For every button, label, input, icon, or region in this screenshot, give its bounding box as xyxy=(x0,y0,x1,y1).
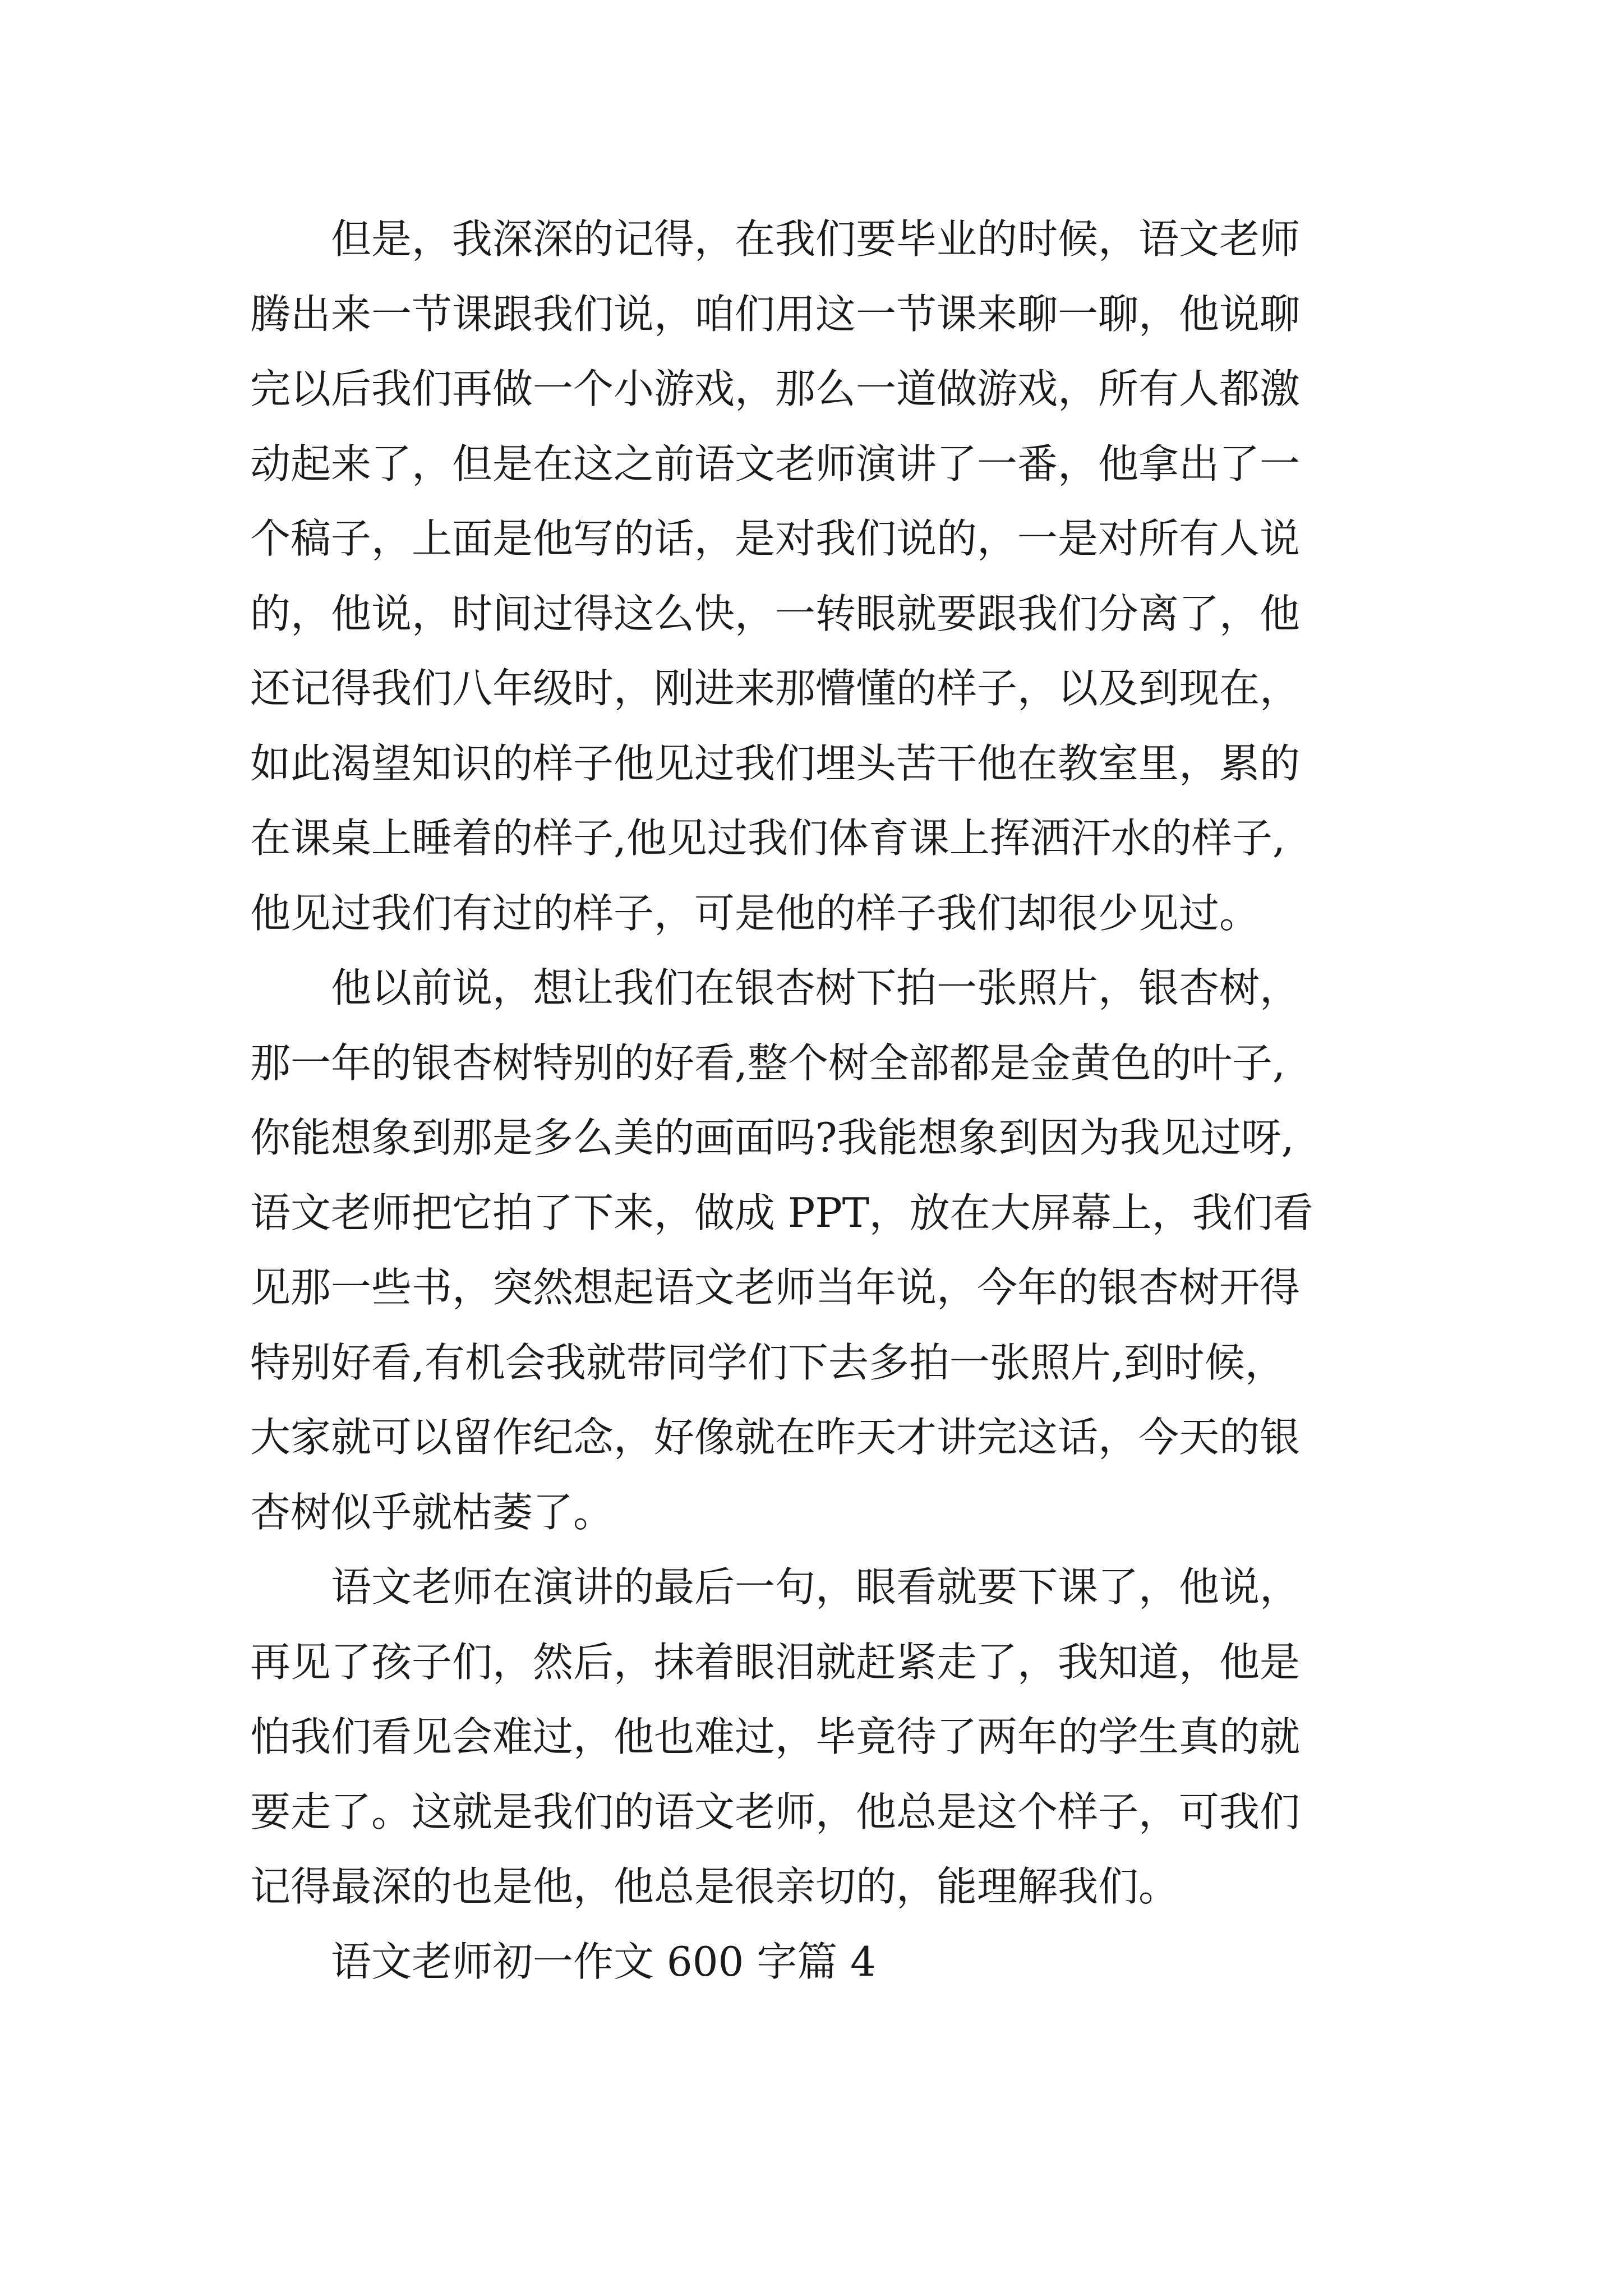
text-line: 腾出来一节课跟我们说，咱们用这一节课来聊一聊，他说聊 xyxy=(250,290,1301,338)
text-line: 还记得我们八年级时，刚进来那懵懂的样子，以及到现在， xyxy=(250,665,1301,712)
text-line: 怕我们看见会难过，他也难过，毕竟待了两年的学生真的就 xyxy=(250,1713,1301,1760)
paragraph-3 xyxy=(250,1550,1381,1925)
section-heading: 语文老师初一作文 600 字篇 4 xyxy=(250,1938,876,1985)
text-line: 他以前说，想让我们在银杏树下拍一张照片，银杏树， xyxy=(250,964,1301,1011)
text-line: 动起来了，但是在这之前语文老师演讲了一番，他拿出了一 xyxy=(250,440,1301,487)
text-line: 记得最深的也是他，他总是很亲切的，能理解我们。 xyxy=(250,1863,1179,1910)
text-line: 语文老师把它拍了下来，做成 PPT，放在大屏幕上，我们看 xyxy=(250,1189,1313,1236)
text-line: 在课桌上睡着的样子,他见过我们体育课上挥洒汗水的样子, xyxy=(250,815,1285,862)
text-line: 但是，我深深的记得，在我们要毕业的时候，语文老师 xyxy=(250,215,1301,263)
text-line: 特别好看,有机会我就带同学们下去多拍一张照片,到时候， xyxy=(250,1338,1285,1386)
text-line: 你能想象到那是多么美的画面吗?我能想象到因为我见过呀, xyxy=(250,1114,1294,1161)
document-body xyxy=(250,202,1381,1999)
paragraph-2 xyxy=(250,951,1381,1550)
text-line: 大家就可以留作纪念，好像就在昨天才讲完这话，今天的银 xyxy=(250,1414,1301,1461)
text-line: 杏树似乎就枯萎了。 xyxy=(250,1488,614,1536)
text-line: 如此渴望知识的样子他见过我们埋头苦干他在教室里，累的 xyxy=(250,739,1301,787)
paragraph-1 xyxy=(250,202,1381,951)
text-line: 完以后我们再做一个小游戏，那么一道做游戏，所有人都激 xyxy=(250,365,1301,412)
text-line: 语文老师在演讲的最后一句，眼看就要下课了，他说， xyxy=(250,1563,1301,1611)
text-line: 要走了。这就是我们的语文老师，他总是这个样子，可我们 xyxy=(250,1788,1301,1835)
text-line: 再见了孩子们，然后，抹着眼泪就赶紧走了，我知道，他是 xyxy=(250,1638,1301,1686)
text-line: 的，他说，时间过得这么快，一转眼就要跟我们分离了，他 xyxy=(250,590,1301,637)
text-line: 那一年的银杏树特别的好看,整个树全部都是金黄色的叶子, xyxy=(250,1039,1285,1087)
text-line: 见那一些书，突然想起语文老师当年说，今年的银杏树开得 xyxy=(250,1264,1301,1311)
text-line: 个稿子，上面是他写的话，是对我们说的，一是对所有人说 xyxy=(250,515,1301,562)
text-line: 他见过我们有过的样子，可是他的样子我们却很少见过。 xyxy=(250,889,1260,937)
